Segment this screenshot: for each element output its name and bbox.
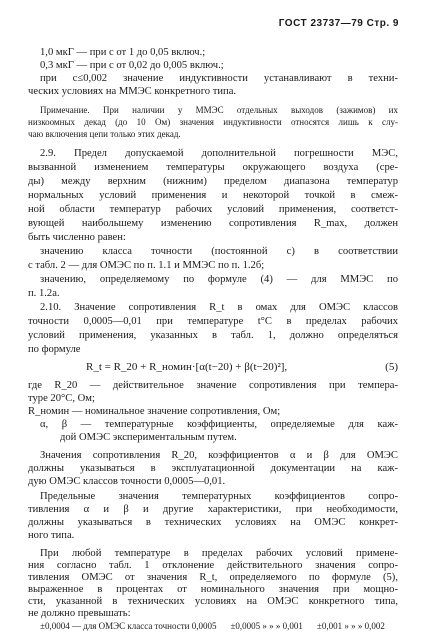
formula-number: (5) [385,361,398,373]
note-line: Примечание. При наличии у ММЭС отдельных выходов (зажимов) их [40,105,398,115]
text-line: тивления α и β и другие характеристики, при необходимости, [28,504,398,515]
tolerance-text: — для ОМЭС класса точности [69,621,192,631]
page-header: ГОСТ 23737—79 Стр. 9 [278,18,399,29]
formula-body: R_t = R_20 + R_номин·[α(t−20) + β(t−20)²], [86,361,288,373]
text-line: при c≤0,002 значение индуктивности устанавливают в техни- [40,73,398,84]
text-line: быть численно равен: [28,232,126,243]
text-line: по формуле [28,344,81,355]
text-line: ческих условиях на ММЭС конкретного типа. [28,86,237,97]
tolerance-list [40,621,400,632]
text-line: 0,3 мкГ — при c от 0,02 до 0,005 включ.; [40,60,224,71]
text-line: где R_20 — действительное значение сопротивления при темпера- [28,380,398,391]
tolerance-class: 0,001 [282,621,303,631]
text-line: не должно превышать: [28,608,131,619]
tolerance-text: » » » [260,621,283,631]
text-line: ния согласно табл. 1 отклонение действительного значения сопро- [28,560,398,571]
text-line: ной области температур рабочих условий применения, соответст- [28,204,398,215]
text-line: дую ОМЭС классов точности 0,0005—0,01. [28,476,226,487]
text-line: нормальных условий применения и некоторой точкой в смеж- [28,190,398,201]
text-line: значению, определяемому по формуле (4) — для ММЭС по [40,274,398,285]
text-line: с табл. 2 — для ОМЭС по п. 1.1 и ММЭС по п. 1.2б; [28,260,265,271]
text-line: Предельные значения температурных коэффициентов сопро- [40,491,398,502]
text-line: R_номин — номинальное значение сопротивления, Ом; [28,406,281,417]
text-line: ного типа. [28,530,75,541]
text-line: дой ОМЭС экспериментальным путем. [60,432,237,443]
text-line: При любой температуре в пределах рабочих условий примене- [40,548,398,559]
tolerance-row [317,621,385,632]
text-line: сти, указанной в технических условиях на ОМЭС конкретного типа, [28,596,398,607]
tolerance-value: ±0,001 [316,621,343,631]
tolerance-class: 0,0005 [191,621,217,631]
text-line: 2.10. Значение сопротивления R_t в омах для ОМЭС классов [40,302,398,313]
tolerance-value: ±0,0004 [40,621,70,631]
text-line: условий применения, указанных в табл. 1, должно определяться [28,330,398,341]
tolerance-row [230,621,302,632]
text-line: выраженное в процентах от номинального значения при мощно- [28,584,398,595]
text-line: туре 20°С, Ом; [28,393,95,404]
text-line: должны указываться в технических условиях на ОМЭС конкрет- [28,517,398,528]
text-line: точности 0,0005—0,01 при температуре t°C в пределах рабочих [28,316,398,327]
text-line: тивления ОМЭС от значения R_t, определяемого по формуле (5), [28,572,398,583]
note-line: низкоомных декад (до 10 Ом) значения индуктивности относятся лишь к слу- [28,117,398,127]
text-line: ды) между верхним (нижним) пределом диапазона температур [28,176,398,187]
text-line: 1,0 мкГ — при c от 1 до 0,05 включ.; [40,47,206,58]
text-line: Значения сопротивления R_20, коэффициентов α и β для ОМЭС [40,450,398,461]
tolerance-row [40,621,216,632]
text-line: α, β — температурные коэффициенты, определяемые для каж- [40,419,398,430]
tolerance-value: ±0,0005 [230,621,261,631]
text-line: значению класса точности (постоянной c) в соответствии [40,246,398,257]
formula [28,361,398,375]
text-line: вующей наибольшему изменению сопротивления R_max, должен [28,218,398,229]
note-line: чаю включения цепи только этих декад. [28,129,181,139]
text-line: п. 1.2а. [28,288,60,299]
text-line: должны указываться в эксплуатационной документации на каж- [28,463,398,474]
tolerance-text: » » » [342,621,365,631]
text-line: вызванной изменением температуры окружающего воздуха (сре- [28,162,398,173]
tolerance-class: 0,002 [364,621,385,631]
text-line: 2.9. Предел допускаемой дополнительной погрешности МЭС, [40,148,398,159]
